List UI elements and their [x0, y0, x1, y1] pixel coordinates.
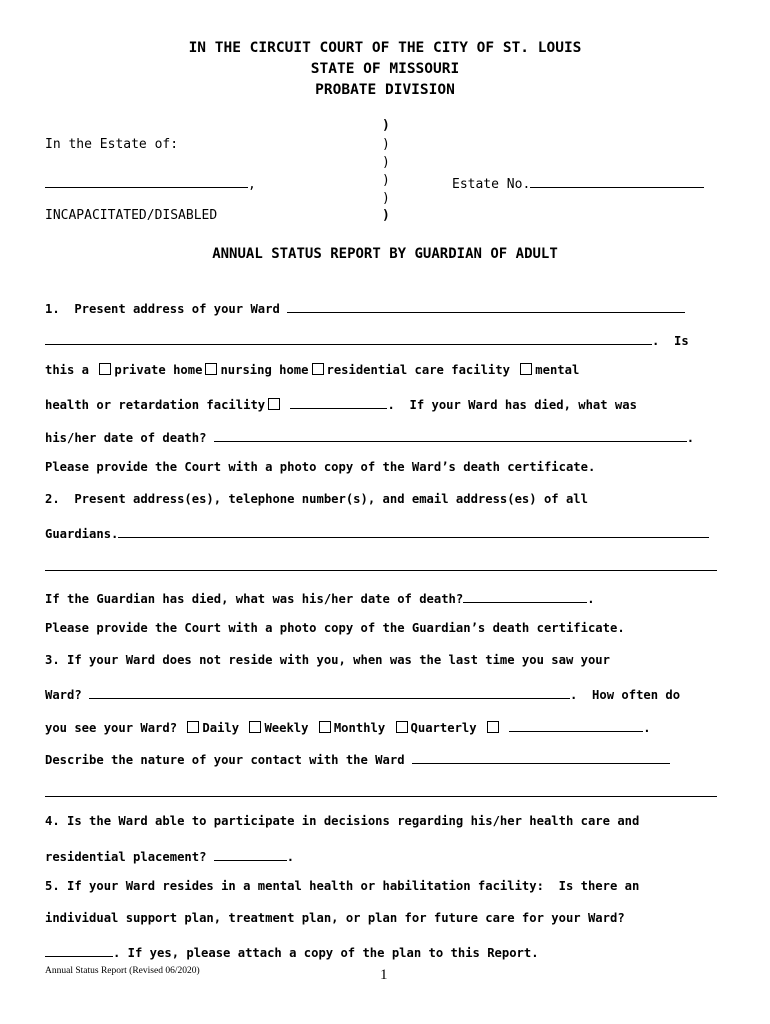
period-text: .: [643, 721, 651, 735]
this-a-label: this a: [45, 363, 90, 377]
q4-line2: [45, 847, 294, 864]
guardians-field-2[interactable]: [45, 556, 717, 575]
q1-address-line2: [45, 331, 689, 348]
other-facility-checkbox[interactable]: [268, 398, 280, 410]
see-ward-label: you see your Ward?: [45, 721, 178, 735]
period-text: .: [587, 592, 595, 606]
q3-ward-line: [45, 685, 680, 702]
weekly-checkbox[interactable]: [249, 721, 261, 733]
q4-line1: 4. Is the Ward able to participate in decisions regarding his/her health care and: [45, 814, 640, 828]
guardians-field[interactable]: [118, 524, 709, 538]
q1-is-text: . Is: [652, 334, 689, 348]
ward-label: Ward?: [45, 688, 82, 702]
q1-residence-options: [45, 363, 579, 377]
last-seen-field[interactable]: [89, 685, 570, 699]
court-header-line3: PROBATE DIVISION: [315, 82, 455, 98]
ward-name-field[interactable]: [45, 173, 256, 192]
guardian-death-date-field[interactable]: [463, 589, 587, 603]
court-header-line2: STATE OF MISSOURI: [310, 61, 460, 77]
caption-paren: ): [382, 155, 390, 170]
caption-paren: ): [382, 191, 390, 206]
period-text: .: [286, 850, 295, 864]
residential-care-label: residential care facility: [326, 363, 510, 377]
health-facility-label: health or retardation facility: [45, 398, 266, 412]
contact-nature-field-2[interactable]: [45, 782, 717, 801]
estate-no-field[interactable]: [452, 173, 704, 192]
death-date-label: his/her date of death?: [45, 431, 207, 445]
q3-line1: 3. If your Ward does not reside with you, when was the last time you saw your: [45, 653, 610, 667]
attach-plan-text: . If yes, please attach a copy of the plan to this Report.: [113, 946, 539, 960]
caption-paren: ): [382, 173, 390, 188]
incapacitated-label: INCAPACITATED/DISABLED: [45, 208, 218, 223]
q5-line1: 5. If your Ward resides in a mental health or habilitation facility: Is there an: [45, 879, 640, 893]
q3-frequency-options: [45, 718, 651, 735]
caption-paren: ): [382, 118, 390, 133]
private-home-checkbox[interactable]: [99, 363, 111, 375]
q1-address-field[interactable]: [287, 299, 685, 313]
q1-address-line: [45, 299, 685, 316]
monthly-label: Monthly: [333, 721, 386, 735]
estate-no-label: Estate No.: [452, 177, 531, 192]
quarterly-checkbox[interactable]: [396, 721, 408, 733]
daily-checkbox[interactable]: [187, 721, 199, 733]
how-often-text: . How often do: [570, 688, 681, 702]
ward-died-text: . If your Ward has died, what was: [387, 398, 637, 412]
period-text: .: [686, 431, 695, 445]
caption-paren: ): [382, 208, 390, 223]
estate-of-label: In the Estate of:: [45, 137, 179, 152]
other-facility-field[interactable]: [290, 395, 387, 409]
weekly-label: Weekly: [264, 721, 309, 735]
court-header-line1: IN THE CIRCUIT COURT OF THE CITY OF ST. LOUIS: [188, 40, 582, 56]
q1-address-field-2[interactable]: [45, 331, 652, 345]
q1-death-date-line: [45, 428, 694, 445]
q5-line2: individual support plan, treatment plan, or plan for future care for your Ward?: [45, 911, 625, 925]
ward-death-date-field[interactable]: [214, 428, 687, 442]
private-home-label: private home: [114, 363, 203, 377]
report-title: ANNUAL STATUS REPORT BY GUARDIAN OF ADULT: [212, 246, 558, 262]
footer-revision: Annual Status Report (Revised 06/2020): [45, 966, 200, 976]
plan-answer-field[interactable]: [45, 943, 113, 957]
monthly-checkbox[interactable]: [319, 721, 331, 733]
residential-placement-label: residential placement?: [45, 850, 207, 864]
residential-care-checkbox[interactable]: [312, 363, 324, 375]
page-number: 1: [380, 967, 388, 983]
contact-nature-field[interactable]: [412, 750, 670, 764]
guardians-label: Guardians.: [45, 527, 119, 541]
q1-address-label: 1. Present address of your Ward: [45, 302, 280, 316]
q2-line1: 2. Present address(es), telephone number(s), and email address(es) of all: [45, 492, 588, 506]
nursing-home-label: nursing home: [220, 363, 309, 377]
q3-describe-line: [45, 750, 670, 767]
guardian-death-cert-note: Please provide the Court with a photo copy of the Guardian’s death certificate.: [45, 621, 625, 635]
mental-label: mental: [535, 363, 580, 377]
guardian-died-label: If the Guardian has died, what was his/her date of death?: [45, 592, 464, 606]
mental-health-checkbox[interactable]: [520, 363, 532, 375]
comma-text: ,: [248, 177, 256, 192]
participate-answer-field[interactable]: [214, 847, 287, 861]
caption-paren: ): [382, 137, 390, 152]
nursing-home-checkbox[interactable]: [205, 363, 217, 375]
other-frequency-field[interactable]: [509, 718, 643, 732]
other-frequency-checkbox[interactable]: [487, 721, 499, 733]
q1-facility-line: [45, 395, 637, 412]
ward-death-cert-note: Please provide the Court with a photo copy of the Ward’s death certificate.: [45, 460, 596, 474]
describe-contact-label: Describe the nature of your contact with the Ward: [45, 753, 405, 767]
quarterly-label: Quarterly: [410, 721, 477, 735]
q2-guardian-died-line: [45, 589, 595, 606]
daily-label: Daily: [202, 721, 240, 735]
q2-guardians-line: [45, 524, 709, 541]
q5-line3: [45, 943, 539, 960]
